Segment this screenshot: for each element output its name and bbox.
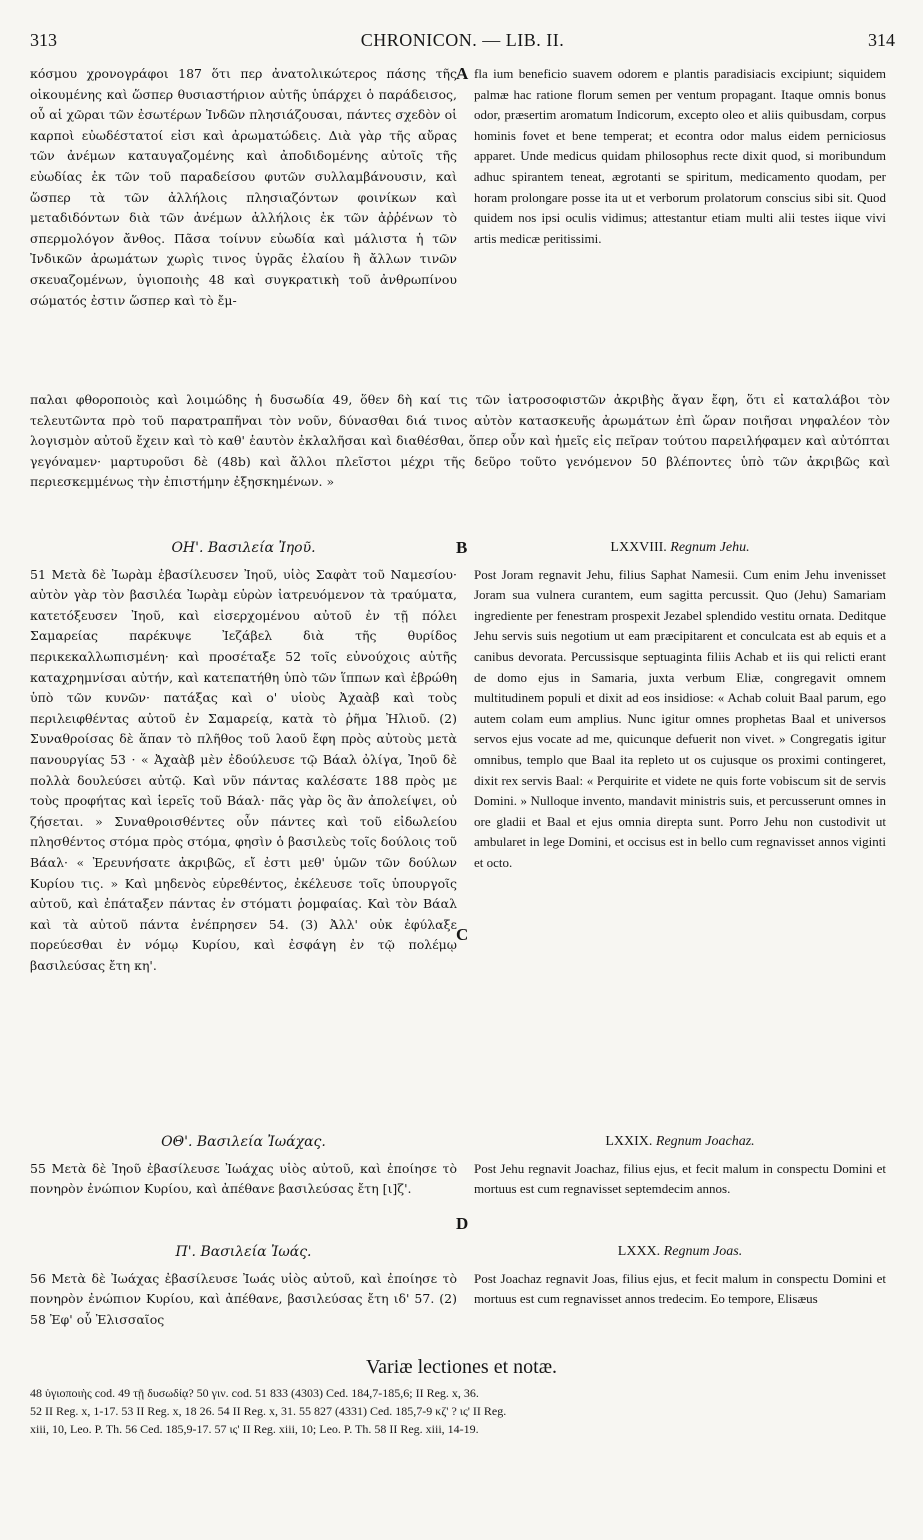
latin-heading-number: LXXIX. xyxy=(605,1134,653,1149)
running-header xyxy=(30,30,895,56)
note-line: 48 ὑγιοποιὴς cod. 49 τῇ δυσωδίᾳ? 50 γιν. cod. 51 833 (4303) Ced. 184,7-185,6; II Reg. x, 36. xyxy=(30,1386,479,1400)
greek-column-top xyxy=(30,64,457,311)
greek-text-joachaz: 55 Μετὰ δὲ Ἰηοῦ ἐβασίλευσε Ἰωάχας υἱὸς αὐτοῦ, καὶ ἐποίησε τὸ πονηρὸν ἐνώπιον Κυρίου, καὶ ἀπέθανε βασιλεύσας ἔτη [ι]ζ'. xyxy=(30,1160,457,1197)
greek-heading-joachaz: ΟΘ'. Βασιλεία Ἰωάχας. xyxy=(161,1134,326,1150)
greek-paragraph-continuation: παλαι φθοροποιὸς καὶ λοιμώδης ἡ δυσωδία 49, ὅθεν δὴ καί τις τῶν ἰατροσοφιστῶν ἀκριβὴς ἄγαν ἔφη, ὅτι εἰ καταλάβοι τὸν τελευτῶντα πρὸ τοῦ παρατραπῆναι τὸν νοῦν, δύνασθαι διά τινος αὐτὸν κατασκευῆς ἀρωμάτων ἐπὶ ὥραν ποιῆσαι νηφαλέον τὸν λογισμὸν αὐτοῦ ἔχειν καὶ τὸ καθ' ἑαυτὸν ἐκλαλῆσαι καὶ διαθέσθαι, ὅπερ οὖν καὶ ἡμεῖς εἰς πεῖραν τούτου παρειλήφαμεν καὶ αὐτόπται γεγόναμεν· μαρτυροῦσι δὲ (48b) καὶ ἄλλοι πλεῖστοι μέχρι τῆς δεῦρο τοῦτο γενόμενον 50 βλέποντες ὑπὸ τῶν ἀκριβῶς καὶ περιεσκεμμένως τὴν ἐπιστήμην ἐξησκημένων. » xyxy=(30,392,890,490)
note-line: 52 II Reg. x, 1-17. 53 II Reg. x, 18 26. 54 II Reg. x, 31. 55 827 (4331) Ced. 185,7-9 κζ' ? ις' II Reg. xyxy=(30,1404,507,1418)
greek-paragraph-paradise: κόσμου χρονογράφοι 187 ὅτι περ ἀνατολικώτερος πάσης τῆς οἰκουμένης καὶ ὥσπερ θυσιαστήριον αὐτῆς ὑπάρχει ὁ παράδεισος, οὗ αἱ χῶραι τῶν ἐσωτέρων Ἰνδῶν πλησιάζουσαι, πάντες σχεδὸν οἱ καρποὶ εὐωδέστατοί εἰσι καὶ ἀρωματώδεις. Διὰ γὰρ τῆς αὔρας τῶν ἀνέμων καταυγαζομένης καὶ ἀποδιδομένης αὐτοῖς τῆς εὐωδίας ἐκ τῶν τοῦ παραδείσου φυτῶν συλλαμβάνουσιν, καὶ ὥσπερ τὰ τῶν ἀλλήλοις πλησιαζόντων φοινίκων καὶ μεταδιδόντων διὰ τῶν ἀνέμων ἀλλήλοις ἐκ τῶν ἀῤῥένων τὸ σπερμολόγον ἄνθος. Πᾶσα τοίνυν εὐωδία καὶ μάλιστα ἡ τῶν Ἰνδικῶν ἀρωμάτων χωρὶς τινος ὑγρᾶς ἐλαίου ἢ ἄλλων τινῶν σκευαζομένων, ὑγιοποιὴς 48 καὶ συγκρατικὴ τοῦ ἀνθρωπίνου σώματός ἐστιν ὥσπερ καὶ τὸ ἔμ- xyxy=(30,66,457,308)
greek-heading-jehu: ΟΗ'. Βασιλεία Ἰηοῦ. xyxy=(171,540,316,556)
greek-heading-joas: Π'. Βασιλεία Ἰωάς. xyxy=(175,1244,312,1260)
notes-title: Variæ lectiones et notæ. xyxy=(365,1356,558,1378)
latin-text-joas: Post Joachaz regnavit Joas, filius ejus, et fecit malum in conspectu Domini et mortuus est cum regnavisset annos tredecim. Eo tempore, Elisæus xyxy=(474,1270,886,1307)
latin-heading-number: LXXVIII. xyxy=(610,540,667,555)
greek-full-width-block xyxy=(30,390,890,493)
page-number-right: 314 xyxy=(868,30,895,50)
running-title: CHRONICON. — LIB. II. xyxy=(360,30,565,50)
latin-section-79 xyxy=(474,1126,886,1200)
latin-heading-joas xyxy=(474,1242,886,1263)
notes-block xyxy=(30,1384,890,1438)
margin-marker-d: D xyxy=(456,1214,469,1233)
greek-section-78 xyxy=(30,532,457,976)
latin-section-80 xyxy=(474,1236,886,1310)
margin-marker-c: C xyxy=(456,925,469,944)
latin-paragraph-paradise: fla ium beneficio suavem odorem e plantis paradisiacis excipiunt; siquidem palmæ hac ratione florum semen per ventum propagant. Itaque omnis bonus odor, præsertim aromatum Indicorum, excepto oleo et aliis quibusdam, corpus hominis fovet et bene temperat; et econtra odor malus eidem perniciosus apparet. Unde medicus quidam philosophus recte dixit quod, si moribundum adhuc spirantem teneat, ægrotanti se spiritum, medicamento quodam, per horam prolongare posse ita ut et verborum prolatorum conscius sibi sit. Quod quidem nos ipsi oculis vidimus; attestantur etiam multi alii testes iique vivi artis medicæ peritissimi. xyxy=(474,66,886,246)
note-line: xiii, 10, Leo. P. Th. 56 Ced. 185,9-17. 57 ις' II Reg. xiii, 10; Leo. P. Th. 58 II Reg. xiii, 14-19. xyxy=(30,1422,479,1436)
latin-heading-jehu xyxy=(474,538,886,559)
latin-heading-joachaz xyxy=(474,1132,886,1153)
latin-text-joachaz: Post Jehu regnavit Joachaz, filius ejus, et fecit malum in conspectu Domini et mortuus est cum regnavisset septemdecim annos. xyxy=(474,1160,886,1197)
margin-marker-b: B xyxy=(456,538,468,557)
greek-section-79 xyxy=(30,1126,457,1200)
greek-text-joas: 56 Μετὰ δὲ Ἰωάχας ἐβασίλευσε Ἰωάς υἱὸς αὐτοῦ, καὶ ἐποίησε τὸ πονηρὸν ἐνώπιον Κυρίου, καὶ ἀπέθανε, βασιλεύσας ἔτη ιδ' 57. (2) 58 Ἐφ' οὗ Ἐλισσαῖος xyxy=(30,1270,457,1327)
greek-section-80 xyxy=(30,1236,457,1330)
latin-section-78 xyxy=(474,532,886,874)
latin-heading-number: LXXX. xyxy=(617,1244,661,1259)
greek-text-jehu: 51 Μετὰ δὲ Ἰωρὰμ ἐβασίλευσεν Ἰηοῦ, υἱὸς Σαφὰτ τοῦ Ναμεσίου· αὐτὸν γὰρ τὸν βασιλέα Ἰωρὰμ εὑρὼν ἰατρευόμενον τὰ τραύματα, κατετόξευσεν Ἰηοῦ, καὶ εἰσερχομένου αὐτοῦ ἐν τῇ πόλει Σαμαρείας παρέκυψε Ἰεζάβελ διὰ τῆς θυρίδος περικεκαλλωπισμένη· καὶ προσέταξε 52 τοῖς εὐνούχοις αὐτῆς καταχρημνίσαι αὐτήν, καὶ κατεπατήθη ὑπὸ τῶν ἵππων καὶ ἐβρώθη ὑπὸ τῶν κυνῶν· πατάξας καὶ ο' υἱοὺς Ἀχαὰβ καὶ τοὺς περιλειφθέντας αὐτοῦ ἐν Σαμαρείᾳ, κατὰ τὸ ῥῆμα Ἠλιοῦ. (2) Συναθροίσας δὲ ἅπαν τὸ πλῆθος τοῦ λαοῦ ἔφη πρὸς αὐτοὺς μετὰ πανουργίας 53 · « Ἀχαὰβ μὲν ἐδούλευσε τῷ Βάαλ ὀλίγα, Ἰηοῦ δὲ πολλὰ δουλεύσει αὐτῷ. Καὶ νῦν πάντας καλέσατε 188 πρὸς με τοὺς προφήτας καὶ ἱερεῖς τοῦ Βάαλ· πᾶς γὰρ ὃς ἂν ἀπολείψει, οὐ ζήσεται. » Συναθροισθέντες οὖν πάντες καὶ τοῦ εἰδωλείου πλησθέντος στόμα πρὸς στόμα, φησὶν ὁ βασιλεὺς τοῖς δούλοις τοῦ Βάαλ· « Ἐρευνήσατε ἀκριβῶς, εἴ ἐστι μεθ' ὑμῶν τῶν δούλων Κυρίου τις. » Καὶ μηδενὸς εὑρεθέντος, ἐκέλευσε τοῖς ὑπουργοῖς αὐτοῦ, καὶ ἐπάταξεν πάντας ἐν στόματι ῥομφαίας. Καὶ τὸν Βάαλ καὶ τὰ αὐτοῦ πάντα ἐνέπρησεν 54. (3) Ἀλλ' οὐκ ἐφύλαξε πορεύεσθαι ἐν νόμῳ Κυρίου, καὶ ἐσφάγη ἐν τῷ πολέμῳ βασιλεύσας ἔτη κη'. xyxy=(30,566,457,973)
margin-marker-a: A xyxy=(456,64,469,83)
page-number-left: 313 xyxy=(30,30,57,50)
latin-heading-title: Regnum Joachaz. xyxy=(655,1134,755,1149)
latin-column-top xyxy=(474,64,886,249)
latin-text-jehu: Post Joram regnavit Jehu, filius Saphat Namesii. Cum enim Jehu invenisset Joram sua vulnera curantem, eum sagitta percussit. Quo (Jehu) Samariam ingrediente per fenestram prospexit Jezabel splendido vestitu ornata. Deditque Jehu servis suis negotium ut eam præcipitarent et conculcata est ab equis et a canibus devorata. Percussisque septuaginta filiis Achab et iis qui relicti erant de domo ejus in Samaria, juxta verbum Eliæ, congregavit omnem multitudinem populi et dixit ad eos insidiose: « Achab coluit Baal parum, ego autem colam eum amplius. Nunc igitur omnes prophetas Baal et universos servos ejus vocate ad me, quicunque defuerit non vivet. » Congregatis igitur omnibus, templo que Baal ita repleto ut os cujusque os proximi contingeret, dixit rex servis Baal: « Perquirite et videte ne quis forte vobiscum sit de servis Domini. » Nulloque invento, mandavit ministris suis, et percusserunt omnes in ore gladii et Baal et ejus omnia direpta sunt. Porro Jehu non custodivit ut ambularet in lege Domini, et occisus est in bello cum regnavisset annos viginti et octo. xyxy=(474,566,886,870)
latin-heading-title: Regnum Joas. xyxy=(663,1244,743,1259)
latin-heading-title: Regnum Jehu. xyxy=(670,540,750,555)
